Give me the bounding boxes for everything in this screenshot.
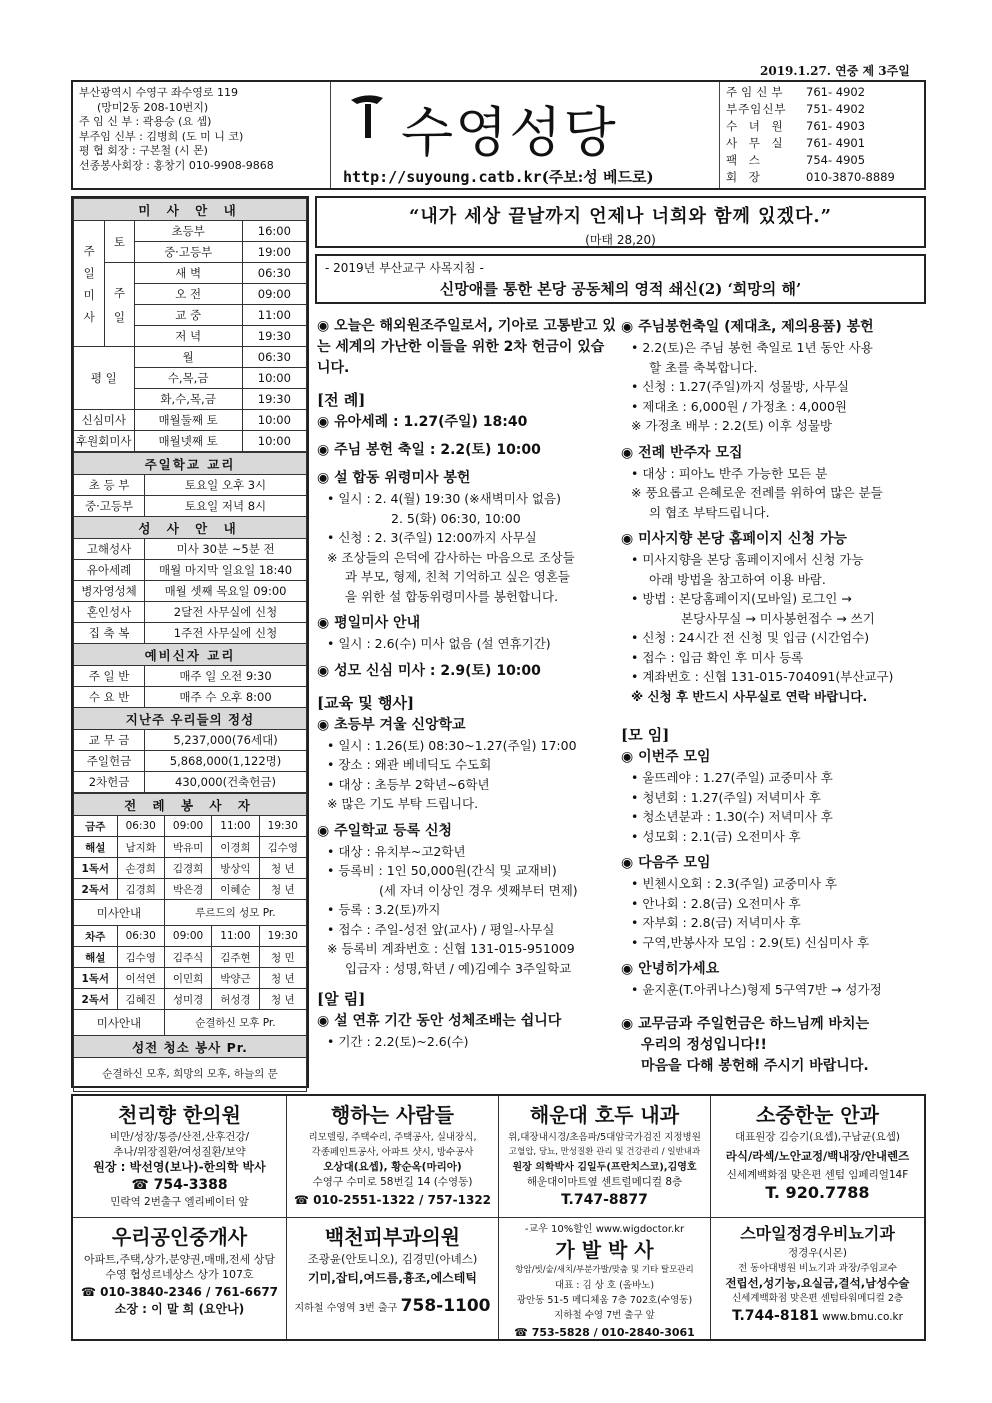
contact-row: 수 녀 원 761- 4903 xyxy=(726,119,866,133)
website-link[interactable]: http://suyoung.catb.kr(주보:성 베드로) xyxy=(343,168,654,186)
contact-row: 회 장 010-3870-8889 xyxy=(726,170,895,184)
sacrament-title: 성 사 안 내 xyxy=(74,517,307,539)
ad-internal-medicine[interactable]: 해운대 호두 내과 위,대장내시경/초음파/5대암국가검진 지정병원 고혈압, 당뇨, 만성질환 관리 및 건강관리 / 일반내과 원장 의학박사 김일두(프란치스코),김영호 해운대이마트옆 센트럴메디컬 8층 T.747-8877 xyxy=(499,1096,711,1218)
address-old: (망미2동 208-10번지) xyxy=(97,100,209,114)
contact-row: 팩 스 754- 4905 xyxy=(726,153,866,167)
table-row: 해설 김수영 김주식 김주현 청 민 xyxy=(74,947,307,968)
sunday-school-title: 주일학교 교리 xyxy=(74,453,307,475)
contact-row: 주임신부 761- 4902 xyxy=(726,85,866,99)
patron-saint: (주보:성 베드로) xyxy=(541,168,654,186)
ad-remodeling[interactable]: 행하는 사람들 리모델링, 주택수리, 주택공사, 실내장식, 각종페인트공사, 아파트 샷시, 방수공사 오상대(요셉), 황순옥(마리아) 수영구 수미로 58번길 14 (수영동) ☎ 010-2551-1322 / 757-1322 xyxy=(287,1096,499,1218)
cleaning-title: 성전 청소 봉사 Pr. xyxy=(74,1036,307,1058)
section-notice: [알 림] xyxy=(317,990,366,1008)
mass-schedule-title: 미 사 안 내 xyxy=(74,199,307,221)
associate-pastor: 부주임 신부 : 김병희 (도 미 니 코) xyxy=(79,129,244,143)
pastor: 주 임 신 부 : 곽용승 (요 셉) xyxy=(79,115,212,128)
table-row: 1독서 손경희 김경희 방상익 청 년 xyxy=(74,858,307,879)
servers-title: 전 례 봉 사 자 xyxy=(74,794,307,816)
scripture-quote: “내가 세상 끝날까지 언제나 너희와 함께 있겠다.” (마태 28,20) xyxy=(315,196,926,248)
advertisement-area xyxy=(71,1094,926,1341)
notice-column-left: ◉ 오늘은 해외원조주일로서, 기아로 고통받고 있는 세계의 가난한 이들을 위한 2차 헌금이 있습니다. [전 례] ◉ 유아세례 : 1.27(주일) 18:40 ◉ 주님 봉헌 축일 : 2.2(토) 10:00 ◉ 설 합동 위령미사 봉헌 • 일시 : 2. 4(월) 19:30 (※새벽미사 없음) 2. 5(화) 06:30, 10:00 • 신청 : 2. 3(주일) 12:00까지 사무실 ※ 조상들의 은덕에 감사하는 마음으로 조상들 과 부모, 형제, 친척 기억하고 싶은 영혼들 을 위한 설 합동위령미사를 봉헌합니다. ◉ 평일미사 안내 • 일시 : 2.6(수) 미사 없음 (설 연휴기간) ◉ 성모 신심 미사 : 2.9(토) 10:00 [교육 및 행사] ◉ 초등부 겨울 신앙학교 • 일시 : 1.26(토) 08:30~1.27(주일) 17:00 • 장소 : 왜관 베네딕도 수도회 • 대상 : 초등부 2학년~6학년 ※ 많은 기도 부탁 드립니다. ◉ 주일학교 등록 신청 • 대상 : 유치부~고2학년 • 등록비 : 1인 50,000원(간식 및 교재비) (세 자녀 이상인 경우 셋째부터 면제) • 등록 : 3.2(토)까지 • 접수 : 주일-성전 앞(교사) / 평일-사무실 ※ 등록비 계좌번호 : 신협 131-015-951009 입금자 : 성명,학년 / 예)김예수 3주일학교 [알 림] ◉ 설 연휴 기간 동안 성체조배는 쉽니다 • 기간 : 2.2(토)~2.6(수) xyxy=(317,318,616,1049)
sidebar-schedule: 미 사 안 내 주 일 미 사 토 초등부 16:00 중·고등부 19:00 주 일 새 벽 06:30 오 전 09:00 교 중 11:00 저 녁 19:30 평 일 월 06:30 수,목,금 10:00 화,수,목,금 19:30 신심미사 매월둘째 토 10:00 후원회미사 매월넷째 토 10:00 주일학교 교리 초 등 부 토요일 오후 3시 중·고등부 토요일 저녁 8시 성 사 안 내 고해성사 미사 30분 ~5분 전 유아세례 매월 마지막 일요일 18:40 병자영성체 매월 셋째 목요일 09:00 혼인성사 2달전 사무실에 신청 집 축 복 1주전 사무실에 신청 예비신자 교리 주 일 반 매주 일 오전 9:30 수 요 반 매주 수 오후 8:00 지난주 우리들의 정성 교 무 금 5,237,000(76세대) 주일헌금 5,868,000(1,122명) 2차헌금 430,000(건축헌금) 전 례 봉 사 자 금주 06:30 09:00 11:00 19:30 해설 남지화 박유미 이경희 김수영 1독서 손경희 김경희 방상익 청 년 2독서 김경희 박은경 이혜순 청 년 미사안내 루르드의 성모 Pr. 차주 06:30 09:00 11:00 19:30 해설 김수영 김주식 김주현 청 민 1독서 이석연 이민희 박양근 청 년 2독서 김혜진 성미경 허성경 청 년 미사안내 순결하신 모후 Pr. 성전 청소 봉사 Pr. 순결하신 모후, 희망의 모후, 하늘의 문 xyxy=(71,196,309,1088)
section-education: [교육 및 행사] xyxy=(317,693,415,712)
ad-eye-clinic[interactable]: 소중한눈 안과 대표원장 김승기(요셉),구남균(요셉) 라식/라섹/노안교정/백내장/안내렌즈 신세계백화점 맞은편 센텀 임페리얼14F T. 920.7788 xyxy=(711,1096,924,1218)
notice-column-right: ◉ 주님봉헌축일 (제대초, 제의용품) 봉헌 • 2.2(토)은 주님 봉헌 축일로 1년 동안 사용 할 초를 축복합니다. • 신청 : 1.27(주일)까지 성물방, 사무실 • 제대초 : 6,000원 / 가정초 : 4,000원 ※ 가정초 배부 : 2.2(토) 이후 성물방 ◉ 전례 반주자 모집 • 대상 : 피아노 반주 가능한 모든 분 ※ 풍요롭고 은혜로운 전례를 위하여 많은 분들 의 협조 부탁드립니다. ◉ 미사지향 본당 홈페이지 신청 가능 • 미사지향을 본당 홈페이지에서 신청 가능 아래 방법을 참고하여 이용 바람. • 방법 : 본당홈페이지(모바일) 로그인 → 본당사무실 → 미사봉헌접수 → 쓰기 • 신청 : 24시간 전 신청 및 입금 (시간엄수) • 접수 : 입금 확인 후 미사 등록 • 계좌번호 : 신협 131-015-704091(부산교구) ※ 신청 후 반드시 사무실로 연락 바랍니다. [모 임] ◉ 이번주 모임 • 울뜨레야 : 1.27(주일) 교중미사 후 • 청년회 : 1.27(주일) 저녁미사 후 • 청소년분과 : 1.30(수) 저녁미사 후 • 성모회 : 2.1(금) 오전미사 후 ◉ 다음주 모임 • 빈첸시오회 : 2.3(주일) 교중미사 후 • 안나회 : 2.8(금) 오전미사 후 • 자부회 : 2.8(금) 저녁미사 후 • 구역,반봉사자 모임 : 2.9(토) 신심미사 후 ◉ 안녕히가세요 • 윤지훈(T.아퀴나스)형제 5구역7반 → 성가정 ◉ 교무금과 주일헌금은 하느님께 바치는 우리의 정성입니다!! 마음을 다해 봉헌해 주시기 바랍니다. xyxy=(621,316,926,1077)
sunday-mass-label: 주 일 미 사 xyxy=(74,221,105,347)
cleaning-groups: 순결하신 모후, 희망의 모후, 하늘의 문 xyxy=(74,1058,307,1092)
funeral-service-head: 선종봉사회장 : 홍창기 010-9908-9868 xyxy=(79,158,274,172)
parish-name-logo: 수영성당 xyxy=(401,101,618,164)
bulletin-header xyxy=(71,80,926,190)
table-row: 2독서 김경희 박은경 이혜순 청 년 xyxy=(74,879,307,900)
masthead xyxy=(331,82,719,188)
contact-list xyxy=(719,82,924,188)
table-row: 1독서 이석연 이민희 박양근 청 년 xyxy=(74,968,307,989)
ad-urology[interactable]: 스마일정경우비뇨기과 정경우(시몬) 전 동아대병원 비뇨기과 과장/주임교수 전립선,성기능,요실금,결석,남성수술 신세계백화점 맞은편 센텀타워메디컬 2층 T.744-8181 www.bmu.co.kr xyxy=(725,1224,910,1324)
parish-logo-icon xyxy=(347,90,391,142)
table-row: 해설 남지화 박유미 이경희 김수영 xyxy=(74,837,307,858)
main-content xyxy=(315,196,926,1088)
address: 부산광역시 수영구 좌수영로 119 xyxy=(79,86,238,99)
table-row: 2독서 김혜진 성미경 허성경 청 년 xyxy=(74,989,307,1010)
ad-real-estate[interactable]: 우리공인중개사 아파트,주택,상가,분양권,매매,전세 상담 수영 협성르네상스 상가 107호 ☎ 010-3840-2346 / 761-6677 소장 : 이 말 희 (요안나) xyxy=(73,1218,287,1339)
pastoral-guideline: - 2019년 부산교구 사목지침 - 신망애를 통한 본당 공동체의 영적 쇄신(2) ‘희망의 해’ xyxy=(315,254,926,304)
ad-dermatology[interactable]: 백천피부과의원 조광윤(안토니오), 김경민(아녜스) 기미,잡티,여드름,흉조,에스테틱 지하철 수영역 3번 출구 758-1100 xyxy=(287,1218,499,1339)
weekday-mass-label: 평 일 xyxy=(74,347,135,410)
parish-info xyxy=(73,82,331,188)
issue-date: 2019.1.27. 연중 제 3주일 xyxy=(760,64,910,78)
catechumen-title: 예비신자 교리 xyxy=(74,644,307,666)
contact-row: 사 무 실 761- 4901 xyxy=(726,136,866,150)
section-meetings: [모 임] xyxy=(621,726,670,744)
contact-row: 부주임신부 751- 4902 xyxy=(726,102,866,116)
offering-notice: ◉ 오늘은 해외원조주일로서, 기아로 고통받고 있는 세계의 가난한 이들을 위한 2차 헌금이 있습니다. xyxy=(317,318,616,376)
offering-title: 지난주 우리들의 정성 xyxy=(74,708,307,730)
ad-wig-shop[interactable]: -교우 10%할인 www.wigdoctor.kr 가 발 박 사 항암/빗/숱/새치/부분가발/맞춤 및 기타 탈모관리 대표 : 김 상 호 (올바노) 광안동 51-5 메디체움 7층 702호(수영동) 지하철 수영 7번 출구 앞 ☎ 753-5828 / 010-2840-3061 xyxy=(499,1218,711,1339)
section-liturgy: [전 례] xyxy=(317,391,366,409)
ad-oriental-clinic[interactable]: 천리향 한의원 비만/성장/통증/산전,산후건강/ 추나/위장질환/여성질환/보약 원장 : 박선영(보나)-한의학 박사 ☎ 754-3388 민락역 2번출구 엘리베이터 앞 xyxy=(73,1096,287,1218)
council-president: 평 협 회장 : 구본철 (시 몬) xyxy=(79,144,208,157)
